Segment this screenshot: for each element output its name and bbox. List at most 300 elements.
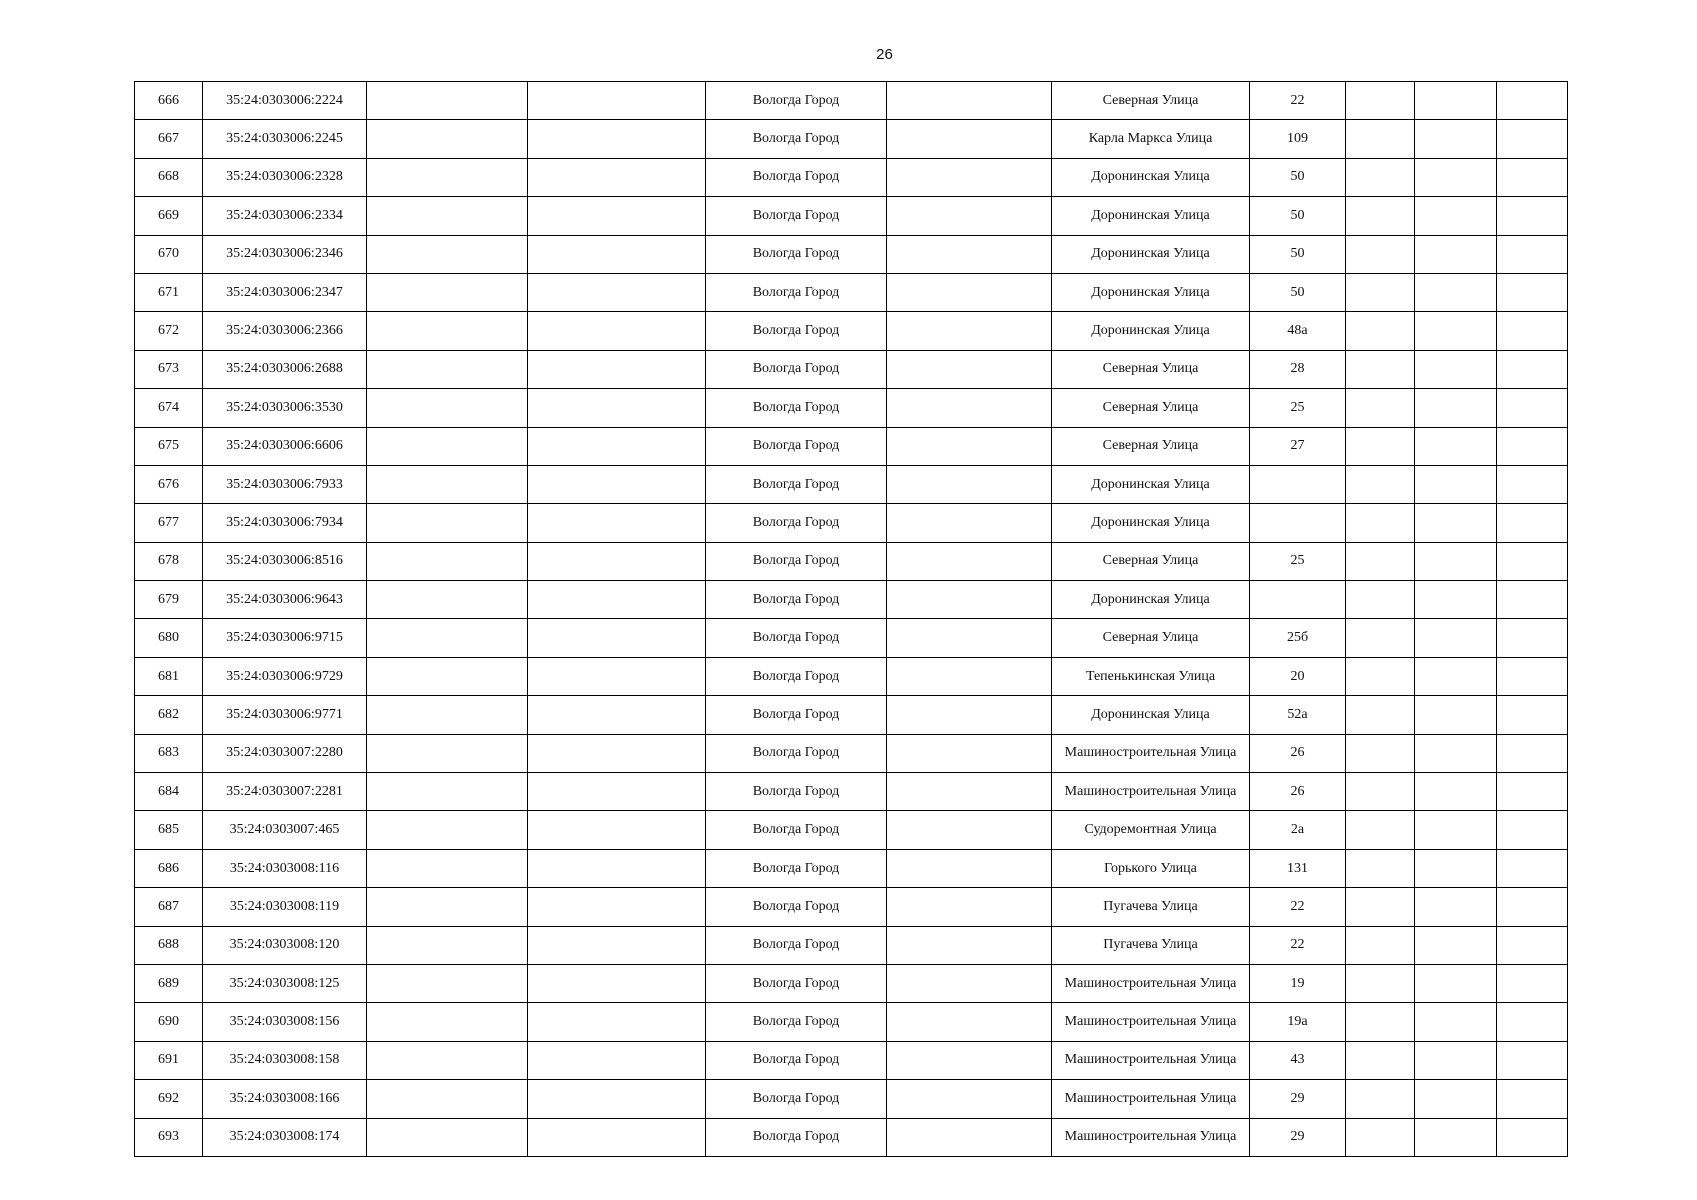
empty-cell <box>1346 82 1415 120</box>
empty-cell <box>1415 581 1497 619</box>
house-number-cell: 22 <box>1250 926 1346 964</box>
row-number-cell: 680 <box>135 619 203 657</box>
empty-cell <box>887 504 1052 542</box>
empty-cell <box>1497 158 1568 196</box>
empty-cell <box>887 542 1052 580</box>
empty-cell <box>367 82 528 120</box>
empty-cell <box>528 427 706 465</box>
row-number-cell: 677 <box>135 504 203 542</box>
empty-cell <box>367 581 528 619</box>
house-number-cell <box>1250 581 1346 619</box>
house-number-cell: 131 <box>1250 849 1346 887</box>
empty-cell <box>1415 504 1497 542</box>
empty-cell <box>1415 235 1497 273</box>
street-cell: Доронинская Улица <box>1052 504 1250 542</box>
empty-cell <box>1415 964 1497 1002</box>
cadastral-number-cell: 35:24:0303008:158 <box>203 1041 367 1079</box>
empty-cell <box>1415 312 1497 350</box>
row-number-cell: 682 <box>135 696 203 734</box>
cadastral-number-cell: 35:24:0303006:6606 <box>203 427 367 465</box>
empty-cell <box>887 312 1052 350</box>
empty-cell <box>887 389 1052 427</box>
street-cell: Северная Улица <box>1052 350 1250 388</box>
cadastral-number-cell: 35:24:0303007:2281 <box>203 773 367 811</box>
cadastral-number-cell: 35:24:0303006:2366 <box>203 312 367 350</box>
row-number-cell: 675 <box>135 427 203 465</box>
empty-cell <box>1346 235 1415 273</box>
empty-cell <box>528 964 706 1002</box>
cadastral-number-cell: 35:24:0303006:9771 <box>203 696 367 734</box>
empty-cell <box>887 235 1052 273</box>
city-cell: Вологда Город <box>706 696 887 734</box>
cadastral-number-cell: 35:24:0303006:9643 <box>203 581 367 619</box>
empty-cell <box>367 888 528 926</box>
cadastral-number-cell: 35:24:0303006:2328 <box>203 158 367 196</box>
empty-cell <box>367 465 528 503</box>
empty-cell <box>528 888 706 926</box>
city-cell: Вологда Город <box>706 235 887 273</box>
street-cell: Северная Улица <box>1052 427 1250 465</box>
table-row <box>135 888 1568 926</box>
row-number-cell: 670 <box>135 235 203 273</box>
city-cell: Вологда Город <box>706 619 887 657</box>
empty-cell <box>528 619 706 657</box>
house-number-cell: 20 <box>1250 657 1346 695</box>
empty-cell <box>528 235 706 273</box>
empty-cell <box>1346 734 1415 772</box>
empty-cell <box>887 657 1052 695</box>
empty-cell <box>887 82 1052 120</box>
empty-cell <box>1346 389 1415 427</box>
empty-cell <box>1415 619 1497 657</box>
empty-cell <box>1346 504 1415 542</box>
empty-cell <box>367 312 528 350</box>
city-cell: Вологда Город <box>706 773 887 811</box>
house-number-cell <box>1250 465 1346 503</box>
empty-cell <box>1497 811 1568 849</box>
empty-cell <box>528 1080 706 1118</box>
row-number-cell: 685 <box>135 811 203 849</box>
cadastral-number-cell: 35:24:0303008:166 <box>203 1080 367 1118</box>
empty-cell <box>367 657 528 695</box>
cadastral-number-cell: 35:24:0303006:2245 <box>203 120 367 158</box>
empty-cell <box>528 849 706 887</box>
house-number-cell: 25 <box>1250 542 1346 580</box>
empty-cell <box>367 964 528 1002</box>
street-cell: Доронинская Улица <box>1052 465 1250 503</box>
empty-cell <box>1497 82 1568 120</box>
cadastral-number-cell: 35:24:0303006:7933 <box>203 465 367 503</box>
empty-cell <box>367 273 528 311</box>
house-number-cell: 50 <box>1250 235 1346 273</box>
empty-cell <box>528 1118 706 1156</box>
empty-cell <box>1415 273 1497 311</box>
city-cell: Вологда Город <box>706 389 887 427</box>
table-row <box>135 1080 1568 1118</box>
street-cell: Машиностроительная Улица <box>1052 1080 1250 1118</box>
empty-cell <box>528 312 706 350</box>
empty-cell <box>1346 1118 1415 1156</box>
cadastral-number-cell: 35:24:0303006:2346 <box>203 235 367 273</box>
empty-cell <box>887 1118 1052 1156</box>
street-cell: Горького Улица <box>1052 849 1250 887</box>
cadastral-number-cell: 35:24:0303008:156 <box>203 1003 367 1041</box>
table-row <box>135 389 1568 427</box>
empty-cell <box>1346 811 1415 849</box>
cadastral-number-cell: 35:24:0303008:120 <box>203 926 367 964</box>
house-number-cell: 43 <box>1250 1041 1346 1079</box>
house-number-cell: 19а <box>1250 1003 1346 1041</box>
city-cell: Вологда Город <box>706 1003 887 1041</box>
street-cell: Северная Улица <box>1052 619 1250 657</box>
row-number-cell: 678 <box>135 542 203 580</box>
empty-cell <box>1346 773 1415 811</box>
street-cell: Северная Улица <box>1052 542 1250 580</box>
city-cell: Вологда Город <box>706 82 887 120</box>
table-row <box>135 542 1568 580</box>
empty-cell <box>887 465 1052 503</box>
empty-cell <box>887 849 1052 887</box>
house-number-cell: 22 <box>1250 888 1346 926</box>
empty-cell <box>1497 542 1568 580</box>
empty-cell <box>887 350 1052 388</box>
row-number-cell: 693 <box>135 1118 203 1156</box>
empty-cell <box>528 504 706 542</box>
row-number-cell: 667 <box>135 120 203 158</box>
cadastral-number-cell: 35:24:0303006:9715 <box>203 619 367 657</box>
empty-cell <box>1415 734 1497 772</box>
empty-cell <box>887 964 1052 1002</box>
house-number-cell: 48а <box>1250 312 1346 350</box>
street-cell: Доронинская Улица <box>1052 581 1250 619</box>
street-cell: Машиностроительная Улица <box>1052 1003 1250 1041</box>
table-row <box>135 427 1568 465</box>
empty-cell <box>887 1003 1052 1041</box>
row-number-cell: 686 <box>135 849 203 887</box>
empty-cell <box>367 197 528 235</box>
row-number-cell: 683 <box>135 734 203 772</box>
row-number-cell: 687 <box>135 888 203 926</box>
empty-cell <box>1415 82 1497 120</box>
cadastral-number-cell: 35:24:0303008:125 <box>203 964 367 1002</box>
table-row <box>135 235 1568 273</box>
empty-cell <box>1497 773 1568 811</box>
house-number-cell <box>1250 504 1346 542</box>
empty-cell <box>528 581 706 619</box>
empty-cell <box>1346 888 1415 926</box>
cadastral-number-cell: 35:24:0303007:465 <box>203 811 367 849</box>
empty-cell <box>1497 273 1568 311</box>
empty-cell <box>1497 1003 1568 1041</box>
street-cell: Машиностроительная Улица <box>1052 1041 1250 1079</box>
empty-cell <box>887 120 1052 158</box>
empty-cell <box>367 504 528 542</box>
empty-cell <box>367 1041 528 1079</box>
cadastral-number-cell: 35:24:0303008:119 <box>203 888 367 926</box>
city-cell: Вологда Город <box>706 427 887 465</box>
empty-cell <box>1346 542 1415 580</box>
street-cell: Машиностроительная Улица <box>1052 1118 1250 1156</box>
empty-cell <box>1346 465 1415 503</box>
empty-cell <box>367 1080 528 1118</box>
empty-cell <box>1346 197 1415 235</box>
empty-cell <box>1497 465 1568 503</box>
empty-cell <box>1497 849 1568 887</box>
empty-cell <box>887 926 1052 964</box>
city-cell: Вологда Город <box>706 197 887 235</box>
row-number-cell: 666 <box>135 82 203 120</box>
empty-cell <box>1415 1080 1497 1118</box>
city-cell: Вологда Город <box>706 158 887 196</box>
empty-cell <box>1415 158 1497 196</box>
table-row <box>135 964 1568 1002</box>
empty-cell <box>528 82 706 120</box>
street-cell: Машиностроительная Улица <box>1052 964 1250 1002</box>
street-cell: Доронинская Улица <box>1052 312 1250 350</box>
empty-cell <box>528 273 706 311</box>
cadastral-number-cell: 35:24:0303006:9729 <box>203 657 367 695</box>
empty-cell <box>528 465 706 503</box>
table-row <box>135 1041 1568 1079</box>
house-number-cell: 25 <box>1250 389 1346 427</box>
empty-cell <box>367 158 528 196</box>
empty-cell <box>1497 1118 1568 1156</box>
empty-cell <box>1346 926 1415 964</box>
empty-cell <box>1497 504 1568 542</box>
empty-cell <box>1346 1041 1415 1079</box>
empty-cell <box>1497 1041 1568 1079</box>
empty-cell <box>1497 1080 1568 1118</box>
city-cell: Вологда Город <box>706 504 887 542</box>
empty-cell <box>367 696 528 734</box>
empty-cell <box>367 773 528 811</box>
empty-cell <box>887 197 1052 235</box>
empty-cell <box>1497 696 1568 734</box>
table-row <box>135 312 1568 350</box>
row-number-cell: 672 <box>135 312 203 350</box>
page-number: 26 <box>876 46 893 63</box>
street-cell: Доронинская Улица <box>1052 235 1250 273</box>
empty-cell <box>528 197 706 235</box>
empty-cell <box>1497 235 1568 273</box>
house-number-cell: 22 <box>1250 82 1346 120</box>
street-cell: Доронинская Улица <box>1052 696 1250 734</box>
empty-cell <box>1346 696 1415 734</box>
row-number-cell: 668 <box>135 158 203 196</box>
empty-cell <box>1415 1003 1497 1041</box>
empty-cell <box>1346 581 1415 619</box>
empty-cell <box>1346 158 1415 196</box>
table-row <box>135 465 1568 503</box>
city-cell: Вологда Город <box>706 120 887 158</box>
street-cell: Пугачева Улица <box>1052 888 1250 926</box>
house-number-cell: 50 <box>1250 158 1346 196</box>
empty-cell <box>1346 849 1415 887</box>
empty-cell <box>1497 427 1568 465</box>
table-row <box>135 734 1568 772</box>
empty-cell <box>1497 350 1568 388</box>
street-cell: Карла Маркса Улица <box>1052 120 1250 158</box>
table-row <box>135 504 1568 542</box>
empty-cell <box>1415 696 1497 734</box>
empty-cell <box>887 773 1052 811</box>
cadastral-number-cell: 35:24:0303006:2347 <box>203 273 367 311</box>
empty-cell <box>528 1041 706 1079</box>
empty-cell <box>1346 273 1415 311</box>
row-number-cell: 673 <box>135 350 203 388</box>
row-number-cell: 681 <box>135 657 203 695</box>
empty-cell <box>1346 427 1415 465</box>
empty-cell <box>1415 811 1497 849</box>
empty-cell <box>1346 964 1415 1002</box>
empty-cell <box>367 427 528 465</box>
table-row <box>135 120 1568 158</box>
cadastral-number-cell: 35:24:0303008:116 <box>203 849 367 887</box>
empty-cell <box>1415 1041 1497 1079</box>
row-number-cell: 691 <box>135 1041 203 1079</box>
empty-cell <box>887 811 1052 849</box>
cadastral-number-cell: 35:24:0303006:7934 <box>203 504 367 542</box>
empty-cell <box>1497 964 1568 1002</box>
house-number-cell: 109 <box>1250 120 1346 158</box>
empty-cell <box>1497 120 1568 158</box>
street-cell: Северная Улица <box>1052 82 1250 120</box>
row-number-cell: 676 <box>135 465 203 503</box>
city-cell: Вологда Город <box>706 657 887 695</box>
empty-cell <box>528 120 706 158</box>
house-number-cell: 26 <box>1250 773 1346 811</box>
empty-cell <box>1415 465 1497 503</box>
house-number-cell: 2а <box>1250 811 1346 849</box>
empty-cell <box>887 1041 1052 1079</box>
table-row <box>135 926 1568 964</box>
row-number-cell: 684 <box>135 773 203 811</box>
city-cell: Вологда Город <box>706 964 887 1002</box>
street-cell: Машиностроительная Улица <box>1052 734 1250 772</box>
empty-cell <box>1346 1080 1415 1118</box>
empty-cell <box>528 926 706 964</box>
empty-cell <box>528 811 706 849</box>
empty-cell <box>1497 734 1568 772</box>
row-number-cell: 669 <box>135 197 203 235</box>
empty-cell <box>1415 389 1497 427</box>
empty-cell <box>1497 581 1568 619</box>
house-number-cell: 19 <box>1250 964 1346 1002</box>
city-cell: Вологда Город <box>706 1118 887 1156</box>
table-row <box>135 811 1568 849</box>
empty-cell <box>887 1080 1052 1118</box>
empty-cell <box>367 849 528 887</box>
empty-cell <box>367 235 528 273</box>
table-row <box>135 82 1568 120</box>
street-cell: Доронинская Улица <box>1052 197 1250 235</box>
street-cell: Доронинская Улица <box>1052 158 1250 196</box>
house-number-cell: 26 <box>1250 734 1346 772</box>
registry-table-body <box>135 82 1568 1157</box>
row-number-cell: 688 <box>135 926 203 964</box>
city-cell: Вологда Город <box>706 273 887 311</box>
row-number-cell: 692 <box>135 1080 203 1118</box>
cadastral-number-cell: 35:24:0303006:2688 <box>203 350 367 388</box>
empty-cell <box>528 657 706 695</box>
empty-cell <box>367 1003 528 1041</box>
empty-cell <box>367 542 528 580</box>
city-cell: Вологда Город <box>706 312 887 350</box>
empty-cell <box>528 542 706 580</box>
empty-cell <box>1415 350 1497 388</box>
empty-cell <box>1497 619 1568 657</box>
empty-cell <box>887 427 1052 465</box>
empty-cell <box>1497 197 1568 235</box>
house-number-cell: 28 <box>1250 350 1346 388</box>
cadastral-number-cell: 35:24:0303006:2334 <box>203 197 367 235</box>
table-row <box>135 1118 1568 1156</box>
city-cell: Вологда Город <box>706 811 887 849</box>
row-number-cell: 689 <box>135 964 203 1002</box>
empty-cell <box>528 158 706 196</box>
empty-cell <box>1415 120 1497 158</box>
empty-cell <box>1346 312 1415 350</box>
cadastral-number-cell: 35:24:0303006:8516 <box>203 542 367 580</box>
house-number-cell: 29 <box>1250 1118 1346 1156</box>
empty-cell <box>1346 657 1415 695</box>
empty-cell <box>367 811 528 849</box>
street-cell: Северная Улица <box>1052 389 1250 427</box>
table-row <box>135 657 1568 695</box>
street-cell: Машиностроительная Улица <box>1052 773 1250 811</box>
empty-cell <box>1415 542 1497 580</box>
table-row <box>135 581 1568 619</box>
house-number-cell: 29 <box>1250 1080 1346 1118</box>
table-row <box>135 1003 1568 1041</box>
cadastral-number-cell: 35:24:0303006:3530 <box>203 389 367 427</box>
empty-cell <box>1497 312 1568 350</box>
table-row <box>135 696 1568 734</box>
empty-cell <box>367 734 528 772</box>
empty-cell <box>1415 773 1497 811</box>
empty-cell <box>1415 888 1497 926</box>
cadastral-number-cell: 35:24:0303007:2280 <box>203 734 367 772</box>
city-cell: Вологда Город <box>706 1041 887 1079</box>
empty-cell <box>1415 197 1497 235</box>
empty-cell <box>887 888 1052 926</box>
house-number-cell: 25б <box>1250 619 1346 657</box>
empty-cell <box>367 1118 528 1156</box>
street-cell: Тепенькинская Улица <box>1052 657 1250 695</box>
empty-cell <box>528 773 706 811</box>
street-cell: Доронинская Улица <box>1052 273 1250 311</box>
row-number-cell: 679 <box>135 581 203 619</box>
cadastral-number-cell: 35:24:0303008:174 <box>203 1118 367 1156</box>
table-row <box>135 350 1568 388</box>
empty-cell <box>528 350 706 388</box>
empty-cell <box>1497 657 1568 695</box>
house-number-cell: 50 <box>1250 273 1346 311</box>
empty-cell <box>367 389 528 427</box>
empty-cell <box>528 389 706 427</box>
street-cell: Судоремонтная Улица <box>1052 811 1250 849</box>
empty-cell <box>1415 427 1497 465</box>
empty-cell <box>367 619 528 657</box>
empty-cell <box>1346 1003 1415 1041</box>
city-cell: Вологда Город <box>706 465 887 503</box>
empty-cell <box>887 158 1052 196</box>
city-cell: Вологда Город <box>706 888 887 926</box>
empty-cell <box>528 696 706 734</box>
empty-cell <box>1346 619 1415 657</box>
empty-cell <box>1415 926 1497 964</box>
city-cell: Вологда Город <box>706 734 887 772</box>
